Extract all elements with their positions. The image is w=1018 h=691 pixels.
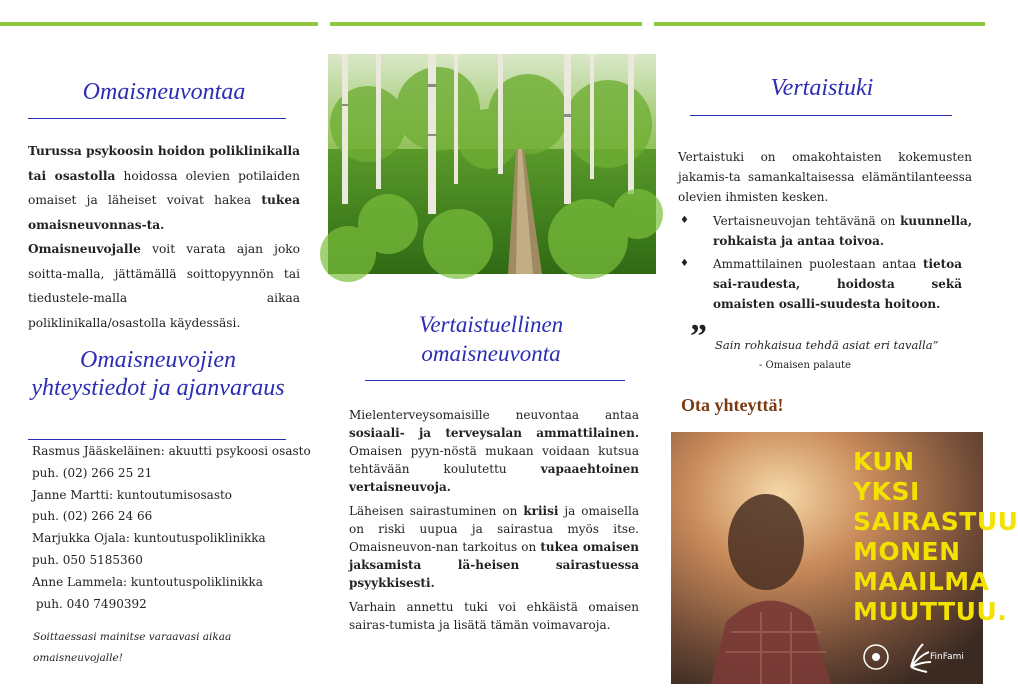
contact-line: Anne Lammela: kuntoutuspoliklinikka: [32, 574, 263, 589]
poster-line: MUUTTUU.: [853, 597, 1008, 626]
contact-line: puh. 040 7490392: [32, 596, 147, 611]
middle-p2-bold: kriisi: [523, 504, 559, 518]
poster-line: KUN YKSI: [853, 447, 920, 506]
contact-list: [32, 441, 311, 615]
omaisneuvontaa-paragraph-1: [28, 139, 300, 237]
bullet-2-text: [713, 254, 962, 314]
quote-mark-icon: ”: [690, 318, 707, 355]
forest-path-photo: [328, 54, 656, 274]
booking-note: [33, 627, 293, 669]
contact-line: puh. (02) 266 24 66: [32, 509, 153, 524]
contact-line: puh. 050 5185360: [32, 552, 143, 567]
top-accent-bar-left: [0, 22, 318, 26]
vertaistuellinen-heading: [365, 310, 617, 368]
p2-bold: Omaisneuvojalle: [28, 242, 141, 256]
testimonial-source: - Omaisen palaute: [759, 360, 851, 371]
vertaistuki-heading: Vertaistuki: [770, 75, 874, 101]
booking-note-line-1: Soittaessasi mainitse varaavasi aikaa: [33, 631, 232, 643]
vertaistuki-intro: Vertaistuki on omakohtaisten kokemusten jakamis-ta samankaltaisessa elämäntilanteessa olevien ihmisten kesken.: [678, 150, 972, 204]
finfami-logo-text: FinFami: [930, 652, 964, 662]
diamond-bullet-icon: ♦: [680, 215, 689, 226]
forest-path-illustration: [328, 54, 656, 274]
contact-info-rule: [28, 439, 286, 440]
middle-p3-text: Varhain annettu tuki voi ehkäistä omaisen sairas-tumista ja lisätä tämän voimavaroja.: [349, 600, 639, 632]
middle-p2-text: Läheisen sairastuminen on: [349, 504, 524, 518]
middle-paragraph-3: [349, 598, 639, 634]
p1-text: hoidossa olevien potilaiden omaiset ja läheiset voivat hakea: [28, 168, 300, 207]
p2-text: voit varata ajan joko soitta-malla, jättämällä soittopyynnön tai tiedustele-malla aikaa poliklinikalla/osastolla käydessäsi.: [28, 242, 300, 330]
omaisneuvontaa-rule: [28, 118, 286, 119]
bullet-1-plain: Vertaisneuvojan tehtävänä on: [713, 214, 901, 228]
middle-paragraph-2: [349, 502, 639, 592]
bullet-item-2: [680, 254, 962, 314]
middle-p1-bold: sosiaali- ja terveysalan ammattilainen.: [349, 426, 639, 440]
top-accent-bar-middle: [330, 22, 642, 26]
contact-line: Marjukka Ojala: kuntoutuspoliklinikka: [32, 531, 266, 546]
poster-line: MONEN: [853, 537, 961, 566]
middle-p1-text2: Omaisen pyyn-nöstä mukaan voidaan kutsua tehtävään koulutettu: [349, 444, 639, 476]
top-accent-bar-right: [654, 22, 985, 26]
poster-line: MAAILMA: [853, 567, 990, 596]
p1-bold: Turussa psykoosin hoidon poliklinikalla tai osastolla: [28, 144, 300, 183]
bullet-item-1: [680, 211, 972, 251]
vertaistuki-rule: [690, 115, 952, 116]
bullet-1-text: [713, 211, 972, 251]
omaisneuvontaa-paragraph-2: [28, 237, 300, 335]
middle-p1-bold2: vapaaehtoinen vertaisneuvoja.: [349, 462, 639, 494]
bullet-2-plain: Ammattilainen puolestaan antaa: [713, 257, 923, 271]
testimonial-quote: Sain rohkaisua tehdä asiat eri tavalla”: [715, 338, 939, 352]
contact-us-heading: Ota yhteyttä!: [681, 395, 784, 415]
contact-line: Rasmus Jääskeläinen: akuutti psykoosi osasto: [32, 444, 311, 458]
middle-p2-text2: ja omaisella on riski uupua ja sairastua myös itse. Omaisneuvon-nan tarkoitus on: [349, 504, 639, 554]
omaisneuvontaa-heading: Omaisneuvontaa: [82, 79, 246, 105]
middle-paragraph-1: [349, 406, 639, 496]
diamond-bullet-icon: ♦: [680, 258, 689, 269]
middle-p2-bold2: tukea omaisen jaksamista lä-heisen sairastuessa psyykkisesti.: [349, 540, 639, 590]
vertaistuellinen-heading-text: Vertaistuellinen omaisneuvonta: [418, 312, 564, 366]
poster-slogan: [853, 447, 1018, 627]
contact-line: Janne Martti: kuntoutumisosasto: [32, 487, 233, 502]
contact-info-heading-text: Omaisneuvojien yhteystiedot ja ajanvaraus: [31, 347, 285, 401]
contact-line: puh. (02) 266 25 21: [32, 465, 153, 480]
middle-p1-text: Mielenterveysomaisille neuvontaa antaa: [349, 408, 639, 422]
bullet-1-bold: kuunnella, rohkaista ja antaa toivoa.: [713, 214, 972, 248]
vertaistuellinen-rule: [365, 380, 625, 381]
p1-bold2: tukea omaisneuvonnas-ta.: [28, 193, 300, 232]
vertaistuellinen-body: [349, 406, 639, 640]
poster-line: SAIRASTUU: [853, 507, 1018, 536]
contact-info-heading: [28, 346, 288, 402]
bullet-2-bold: tietoa sai-raudesta, hoidosta sekä omaisten osalli-suudesta hoitoon.: [713, 257, 962, 311]
booking-note-line-2: omaisneuvojalle!: [33, 652, 123, 664]
